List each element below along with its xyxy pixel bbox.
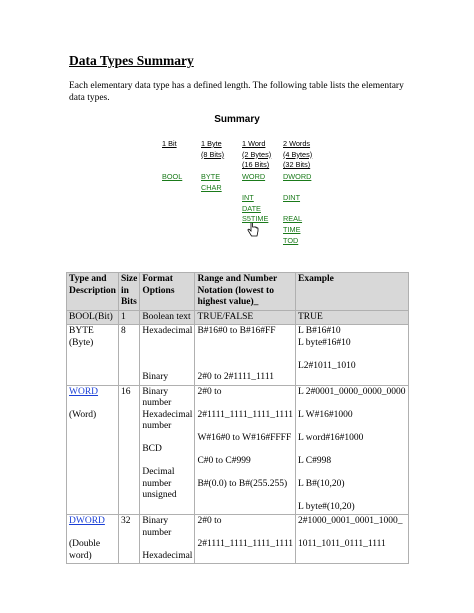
summary-header: (8 Bits) (201, 149, 225, 159)
spacer (298, 467, 406, 479)
summary-header: 1 Bit (162, 139, 177, 148)
cell-line: Boolean text (142, 311, 191, 322)
cell-line: (Word) (69, 409, 97, 420)
summary-grid (0, 0, 474, 270)
cell-line: 16 (120, 386, 131, 397)
cell-line: BOOL(Bit) (69, 311, 113, 322)
cell-line: B#(0.0) to B#(255.255) (197, 478, 288, 489)
cell-line: 2#1000_0001_0001_1000_ (297, 516, 403, 526)
summary-header: (32 Bits) (283, 160, 311, 170)
cell-line: TRUE (297, 311, 323, 322)
cell-line: BYTE (69, 326, 94, 336)
spacer (298, 490, 406, 502)
table-row (67, 385, 409, 515)
spacer (298, 444, 406, 456)
spacer (298, 398, 406, 410)
header-line: Example (297, 274, 334, 284)
cell-line: word) (69, 550, 92, 561)
cell-line: BCD (142, 444, 162, 454)
type-link-dword[interactable]: DWORD (69, 516, 105, 526)
spacer (197, 398, 293, 410)
cell-line: unsigned (142, 490, 177, 500)
header-line: Size (120, 274, 138, 284)
spacer (197, 361, 293, 373)
table-row (67, 325, 409, 386)
cell-line: Binary (142, 372, 169, 382)
cell-size (118, 325, 139, 386)
spacer (298, 421, 406, 433)
header-line: Bits (120, 297, 137, 307)
spacer (298, 528, 406, 540)
cell-line: Hexadecimal (142, 326, 193, 336)
header-line: Notation (lowest to (197, 285, 274, 296)
cell-line: L B#(10,20) (297, 478, 345, 489)
cell-range (195, 325, 296, 386)
header-format (140, 273, 195, 311)
cell-line: 2#1111_1111_1111_1111 (197, 539, 293, 549)
summary-link-s5time[interactable]: S5TIME (242, 214, 269, 224)
cell-line: Hexadecimal (142, 409, 193, 420)
cell-line: number (142, 478, 172, 489)
cell-type (67, 515, 119, 564)
summary-link-int[interactable]: INT (242, 193, 254, 203)
header-range (195, 273, 296, 311)
summary-header: 1 Byte (201, 139, 222, 148)
cell-size (118, 310, 139, 325)
cell-line: number (142, 421, 172, 431)
table-row (67, 515, 409, 564)
cell-line: 2#0 to 2#1111_1111 (197, 372, 274, 382)
header-line: Options (142, 285, 175, 296)
cell-line: Binary (142, 386, 169, 397)
summary-link-real[interactable]: REAL (283, 214, 303, 224)
header-size (118, 273, 139, 311)
intro-paragraph: Each elementary data type has a defined length. The following table lists the elementary data types. (69, 81, 404, 103)
header-line: highest value)_ (197, 297, 259, 307)
cell-line: B#16#0 to B#16#FF (197, 326, 276, 336)
summary-header: 1 Word (242, 139, 266, 148)
cell-line: Binary (142, 516, 169, 526)
cell-range (195, 385, 296, 515)
cell-line: 2#1111_1111_1111_1111 (197, 409, 293, 420)
cell-line: 8 (120, 326, 126, 336)
data-types-table (66, 272, 409, 564)
spacer (197, 444, 293, 456)
cell-type (67, 325, 119, 386)
cell-range (195, 515, 296, 564)
cell-example (295, 325, 408, 386)
table-body (67, 310, 409, 564)
cell-example (295, 385, 408, 515)
cell-line: 1011_1011_0111_1111 (297, 539, 386, 549)
cell-line: 32 (120, 516, 131, 526)
table-header-row (67, 273, 409, 311)
header-line: Range and Number (197, 274, 278, 284)
summary-link-byte[interactable]: BYTE (201, 172, 221, 181)
cell-example (295, 310, 408, 325)
header-example (295, 273, 408, 311)
cell-line: Hexadecimal (142, 550, 193, 561)
table-row (67, 310, 409, 325)
header-line: in (120, 285, 129, 296)
cell-range (195, 310, 296, 325)
summary-link-word[interactable]: WORD (242, 172, 266, 181)
cell-line: 1 (120, 311, 126, 322)
cell-line (69, 387, 116, 399)
summary-header: (4 Bytes) (283, 149, 313, 159)
cell-size (118, 385, 139, 515)
spacer (142, 433, 192, 445)
cell-line: L byte#(10,20) (297, 501, 355, 512)
summary-link-dword[interactable]: DWORD (283, 172, 312, 181)
summary-link-dint[interactable]: DINT (283, 193, 301, 203)
cell-line: number (142, 527, 172, 538)
cell-line: 2#0 to (197, 516, 222, 526)
summary-link-char[interactable]: CHAR (201, 182, 222, 192)
spacer (197, 349, 293, 361)
summary-header: 2 Words (283, 139, 311, 148)
spacer (69, 398, 116, 410)
type-link-word[interactable]: WORD (69, 386, 99, 397)
cell-line: L C#998 (297, 455, 332, 466)
cell-type (67, 385, 119, 515)
page-title: Data Types Summary (69, 53, 194, 68)
cell-line: L B#16#10 (297, 326, 341, 336)
cell-line: C#0 to C#999 (197, 455, 251, 466)
summary-link-tod[interactable]: TOD (283, 235, 299, 245)
spacer (142, 539, 192, 551)
spacer (197, 467, 293, 479)
cell-line: 2#0 to (197, 386, 222, 397)
cell-format (140, 515, 195, 564)
cell-line: W#16#0 to W#16#FFFF (197, 432, 292, 443)
summary-link-date[interactable]: DATE (242, 203, 261, 213)
cell-line: number (142, 398, 172, 408)
cell-size (118, 515, 139, 564)
cell-line: L W#16#1000 (297, 409, 353, 420)
spacer (142, 338, 192, 350)
spacer (142, 456, 192, 468)
spacer (197, 421, 293, 433)
spacer (142, 349, 192, 361)
spacer (69, 528, 116, 540)
cell-line: L2#1011_1010 (297, 360, 356, 371)
spacer (142, 361, 192, 373)
spacer (298, 349, 406, 361)
cell-line: L byte#16#10 (297, 337, 351, 348)
spacer (197, 528, 293, 540)
cell-line (69, 516, 116, 528)
cell-format (140, 325, 195, 386)
cell-type (67, 310, 119, 325)
cell-format (140, 310, 195, 325)
summary-link-time[interactable]: TIME (283, 225, 301, 234)
cell-line: (Double (69, 539, 101, 549)
cell-example (295, 515, 408, 564)
cell-line: Decimal (142, 467, 175, 477)
summary-title: Summary (214, 114, 260, 125)
cell-line: L word#16#1000 (297, 432, 364, 443)
header-line: Description (69, 285, 116, 296)
header-line: Type and (69, 274, 107, 284)
cell-format (140, 385, 195, 515)
summary-header: (2 Bytes) (242, 149, 272, 159)
spacer (197, 338, 293, 350)
cell-line: (Byte) (69, 337, 94, 348)
cell-line: TRUE/FALSE (197, 311, 254, 322)
hand-cursor-icon (247, 222, 259, 238)
cell-line: L 2#0001_0000_0000_0000 (297, 386, 406, 397)
header-line: Format (142, 274, 173, 284)
summary-header: (16 Bits) (242, 160, 270, 170)
summary-link-bool[interactable]: BOOL (162, 172, 183, 181)
header-type (67, 273, 119, 311)
